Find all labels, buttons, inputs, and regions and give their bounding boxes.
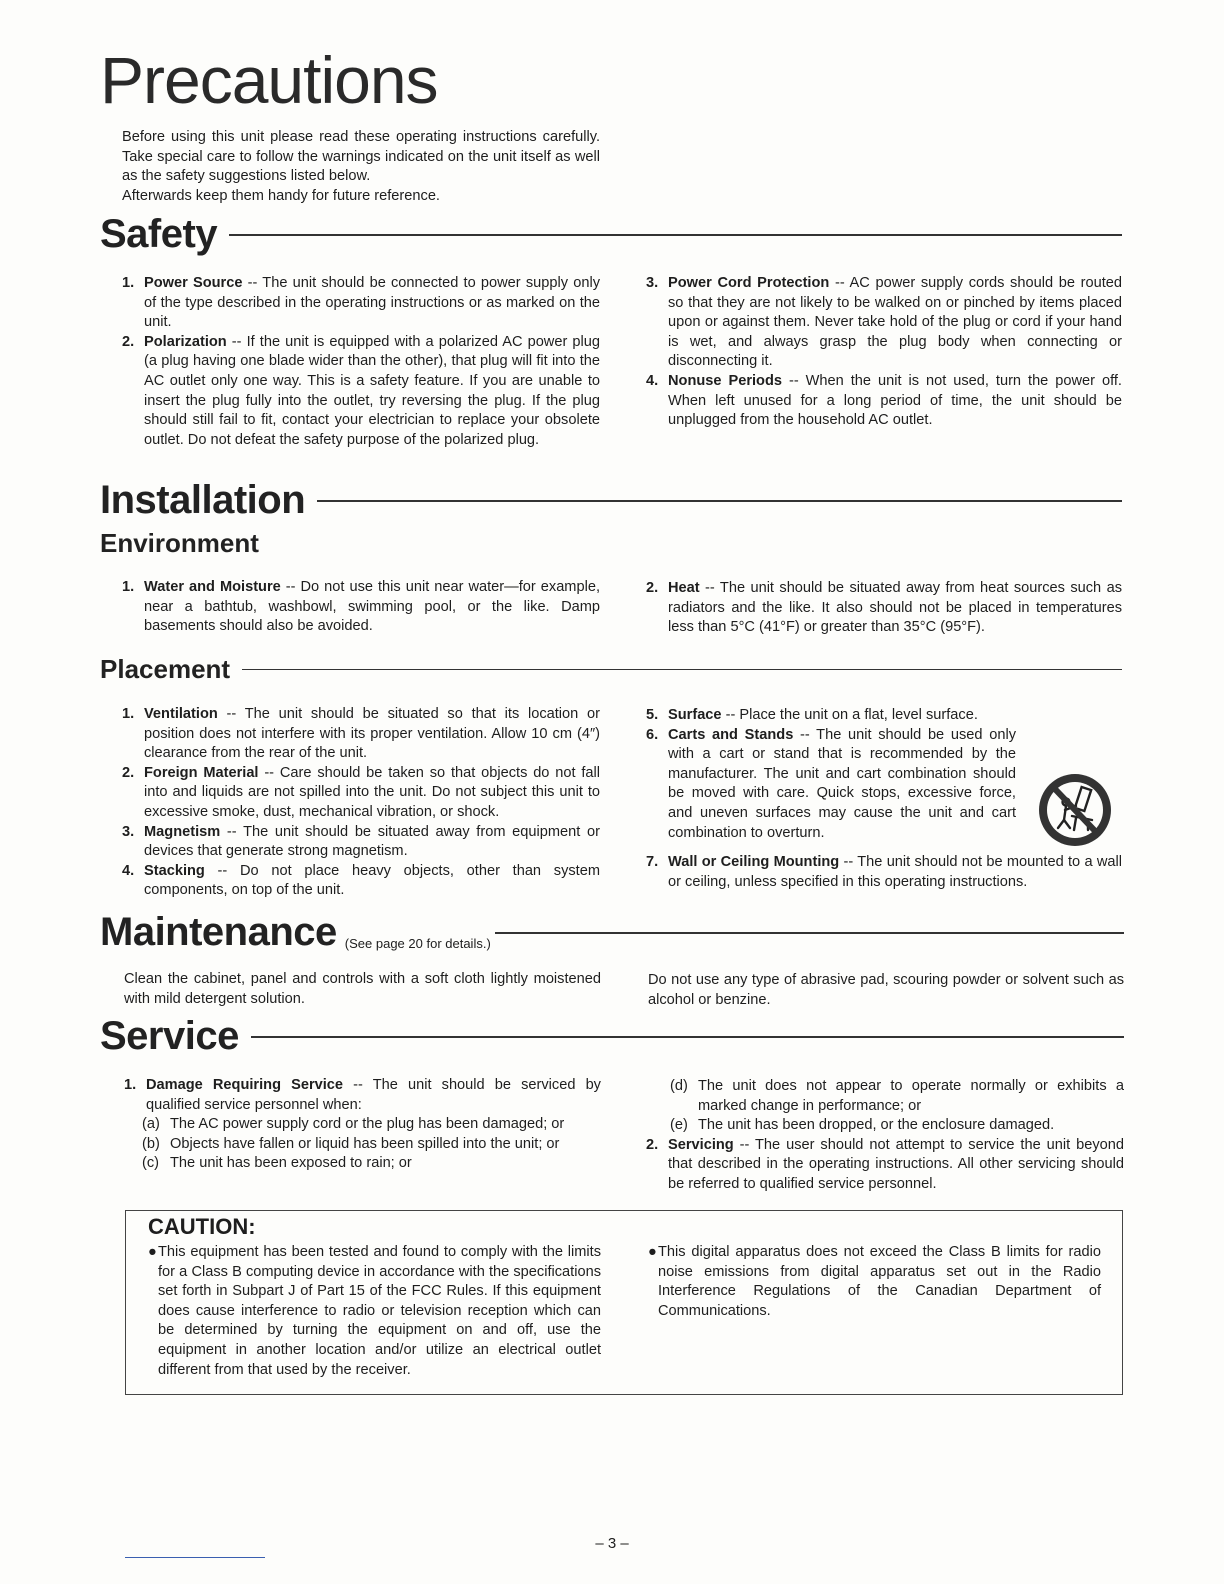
safety-right-column: [646, 274, 1122, 431]
item-text: -- Care should be taken so that objects do not fall into and liquids are not spilled into the unit. Do not subject this unit to excessive smoke, dust, mechanical vibration, or shock.: [144, 764, 601, 820]
list-item: [122, 823, 600, 862]
item-label: Carts and Stands: [668, 726, 794, 743]
maintenance-text: Clean the cabinet, panel and controls with a soft cloth lightly moistened with mild detergent solution.: [124, 971, 601, 1007]
list-item: [646, 1136, 1124, 1195]
list-item: [646, 706, 1122, 726]
item-number: 5.: [646, 707, 659, 723]
cart-warning-icon: [1026, 770, 1124, 850]
section-rule: [229, 234, 1122, 236]
item-number: 1.: [122, 706, 135, 722]
sub-letter: (a): [142, 1116, 160, 1133]
bullet-icon: ●: [148, 1244, 157, 1260]
service-heading: [100, 1014, 1124, 1059]
environment-right-column: [646, 579, 1122, 638]
environment-left-column: [122, 578, 600, 637]
safety-title: Safety: [100, 212, 218, 256]
sub-item: [142, 1154, 601, 1174]
item-number: 7.: [646, 854, 659, 871]
item-label: Damage Requiring Service: [146, 1077, 344, 1093]
item-label: Wall or Ceiling Mounting: [668, 854, 840, 871]
maintenance-right: [648, 971, 1124, 1010]
caution-text: This digital apparatus does not exceed the Class B limits for radio noise emissions from digital apparatus set out in the Radio Interference Regulations of the Canadian Department of Communications.: [658, 1244, 1101, 1319]
list-item: [122, 578, 600, 637]
sub-item: [670, 1116, 1124, 1136]
item-text: -- If the unit is equipped with a polarized AC power plug (a plug having one blade wider than the other), that plug will fit into the AC outlet only one way. This is a safety feature. If you are unable to insert the plug fully into the outlet, try reversing the plug. If the plug should still fail to fit, contact your electrician to replace your obsolete outlet. Do not defeat the safety purpose of the polarized plug.: [144, 333, 600, 448]
item-number: 4.: [646, 372, 659, 389]
sub-item: [142, 1115, 601, 1135]
item-label: Nonuse Periods: [668, 372, 783, 389]
placement-heading: [100, 654, 1122, 685]
item-number: 3.: [122, 823, 135, 840]
item-number: 1.: [122, 579, 135, 595]
list-item: [122, 764, 600, 823]
item-number: 2.: [122, 764, 135, 781]
item-text: -- Do not place heavy objects, other than system components, on top of the unit.: [144, 862, 600, 899]
list-item: [122, 333, 600, 451]
intro-paragraph: Before using this unit please read these operating instructions carefully. Take special care to follow the warnings indicated on the unit itself as well as the safety suggestions listed below.: [122, 129, 600, 185]
sub-item: [142, 1135, 601, 1155]
item-label: Power Source: [144, 275, 243, 291]
section-rule: [251, 1036, 1124, 1038]
intro-text: [122, 128, 600, 206]
sub-text: The unit has been dropped, or the enclosure damaged.: [698, 1117, 1055, 1134]
list-item: [646, 274, 1122, 372]
list-item: [122, 274, 600, 333]
sub-letter: (b): [142, 1135, 160, 1152]
item-number: 1.: [122, 275, 135, 291]
service-left-column: [124, 1076, 601, 1174]
item-text: -- The unit should be situated away from heat sources such as radiators and the like. It also should not be placed in temperatures less than 5°C (41°F) or greater than 35°C (95°F).: [668, 580, 1122, 636]
maintenance-subnote: (See page 20 for details.): [344, 936, 491, 951]
maintenance-left: [124, 970, 601, 1009]
item-number: 6.: [646, 726, 659, 743]
installation-title: Installation: [100, 478, 306, 522]
list-item: [122, 705, 600, 764]
item-text: -- The unit should be situated so that its location or position does not interfere with its proper ventilation. Allow 10 cm (4″) clearance from the rear of the unit.: [144, 706, 600, 762]
environment-heading: [100, 528, 500, 559]
caution-text: This equipment has been tested and found to comply with the limits for a Class B computing device in accordance with the specifications set forth in Subpart J of Part 15 of the FCC Rules. If this equipment does cause interference to radio or television reception which can be determined by turning the equipment on and off, use the equipment in another location and/or utilize an electrical outlet different from that used by the receiver.: [158, 1244, 601, 1378]
item-number: 2.: [646, 1136, 659, 1153]
service-right-column: [646, 1077, 1124, 1195]
installation-heading: [100, 478, 1122, 523]
sub-text: The unit does not appear to operate normally or exhibits a marked change in performance; or: [698, 1078, 1124, 1114]
maintenance-heading: [100, 910, 1124, 955]
list-item: [646, 853, 1122, 892]
sub-item: [670, 1077, 1124, 1116]
item-label: Surface: [668, 707, 722, 723]
item-text: -- When the unit is not used, turn the power off. When left unused for a long period of time, the unit should be unplugged from the household AC outlet.: [668, 372, 1122, 429]
item-text: -- The user should not attempt to service the unit beyond that described in the operating instructions. All other servicing should be referred to qualified service personnel.: [668, 1136, 1124, 1192]
item-text: -- The unit should be situated away from equipment or devices that generate strong magnetism.: [144, 823, 600, 860]
item-label: Polarization: [144, 333, 227, 350]
item-number: 4.: [122, 862, 135, 879]
bullet-icon: ●: [648, 1244, 657, 1260]
footer-line: [125, 1557, 265, 1558]
item-number: 3.: [646, 275, 659, 291]
maintenance-title: Maintenance: [100, 910, 337, 954]
item-label: Heat: [668, 580, 700, 596]
item-label: Water and Moisture: [144, 579, 281, 595]
list-item: [124, 1076, 601, 1174]
service-title: Service: [100, 1014, 239, 1058]
environment-title: Environment: [100, 528, 259, 558]
item-text: -- The unit should be used only with a cart or stand that is recommended by the manufacturer. The unit and cart combination should be moved with care. Quick stops, excessive force, and uneven surfaces may cause the unit and cart combination to overturn.: [668, 726, 1016, 841]
placement-title: Placement: [100, 654, 231, 684]
intro-paragraph-2: Afterwards keep them handy for future reference.: [122, 187, 440, 204]
caution-left: [148, 1243, 601, 1380]
item-text: -- Do not use this unit near water—for example, near a bathtub, washbowl, swimming pool, or the like. Damp basements should also be avoided.: [144, 579, 600, 635]
sub-letter: (c): [142, 1155, 160, 1172]
item-label: Power Cord Protection: [668, 275, 830, 291]
item-number: 2.: [646, 580, 659, 596]
item-text: -- Place the unit on a flat, level surface.: [721, 707, 978, 723]
safety-left-column: [122, 274, 600, 450]
item-number: 2.: [122, 333, 135, 350]
caution-paragraph: [148, 1243, 601, 1380]
caution-right: [648, 1243, 1101, 1321]
item-label: Servicing: [668, 1136, 734, 1153]
placement-left-column: [122, 705, 600, 901]
section-rule: [495, 932, 1124, 934]
caution-paragraph: [648, 1243, 1101, 1321]
page-number: – 3 –: [595, 1535, 629, 1552]
sub-letter: (e): [670, 1117, 688, 1134]
list-item: [646, 579, 1122, 638]
item-text: -- The unit should be serviced by qualified service personnel when:: [146, 1077, 601, 1113]
caution-title: CAUTION:: [148, 1214, 256, 1239]
page-title: Precautions: [100, 43, 438, 117]
sub-text: Objects have fallen or liquid has been spilled into the unit; or: [170, 1135, 560, 1152]
sub-letter: (d): [670, 1078, 688, 1094]
item-label: Foreign Material: [144, 764, 259, 781]
list-item: [122, 862, 600, 901]
maintenance-text: Do not use any type of abrasive pad, scouring powder or solvent such as alcohol or benzine.: [648, 972, 1124, 1008]
section-rule: [317, 500, 1122, 502]
item-text: -- The unit should not be mounted to a wall or ceiling, unless specified in this operating instructions.: [668, 854, 1122, 890]
list-item: [646, 372, 1122, 431]
item-label: Ventilation: [144, 706, 218, 722]
sub-text: The unit has been exposed to rain; or: [170, 1155, 412, 1172]
safety-heading: [100, 212, 1122, 257]
item-text: -- AC power supply cords should be routed so that they are not likely to be walked on or pinched by items placed upon or against them. Never take hold of the plug or cord if your hand is wet, and always grasp the plug body when connecting or disconnecting it.: [668, 275, 1122, 370]
sub-text: The AC power supply cord or the plug has been damaged; or: [170, 1116, 565, 1133]
item-label: Stacking: [144, 862, 205, 879]
item-label: Magnetism: [144, 823, 221, 840]
section-rule: [242, 669, 1122, 670]
item-number: 1.: [124, 1077, 137, 1093]
item-text: -- The unit should be connected to power supply only of the type described in the operating instructions or as marked on the unit.: [144, 275, 600, 331]
